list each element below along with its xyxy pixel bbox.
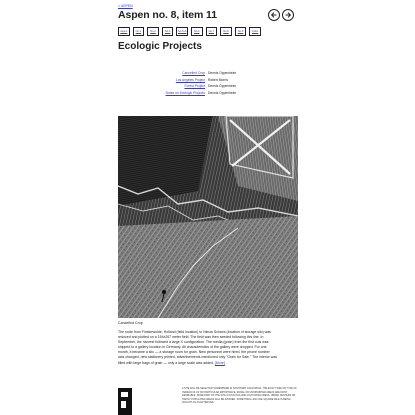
- credit-row: [140, 70, 280, 77]
- tab-no-3[interactable]: No.3: [162, 27, 174, 36]
- credit-work-link[interactable]: Cancelled Crop: [182, 71, 205, 76]
- credit-row: [140, 77, 280, 84]
- credit-artist: Dennis Oppenheim: [208, 91, 237, 96]
- credit-work-link[interactable]: Los Angeles Project: [175, 77, 205, 82]
- previous-item-button[interactable]: [268, 9, 280, 21]
- credit-artist: Robert Morris: [208, 77, 228, 82]
- credit-row: [140, 90, 280, 97]
- description-line: month, it became a silo — a storage room for grain. New personnel were hired, the phone number: [118, 350, 270, 355]
- title-row: [118, 9, 298, 25]
- next-item-button[interactable]: [282, 9, 294, 21]
- tab-no-8[interactable]: No.8: [220, 27, 232, 36]
- description-line: reduced and plotted on a 154x267 meter field. The field was then seeded following this line. In: [118, 335, 264, 340]
- document-text: A SITE WILL BE SELECTED SOMEWHERE IN SOUTHERN CALIFORNIA. THE EXACT SIZE OR TYPE OF TERRAIN IS OF NO PARTICULAR IMPORTANCE. RURAL OR UNINHABITED AREAS ARE MOST DESIRABLE. SOME PART OF THE SITE COULD INCLUDE CULTIVATED AREAS. URBAN CENTERS OR HIGHLY POPULATED AREAS WILL BE AVOIDED. SOMETHING LIKE ONE SQUARE MILE IS BEING SOUGHT AS AN EXTENSIVE: [182, 388, 297, 405]
- tab-no-2[interactable]: No.2: [147, 27, 159, 36]
- more-link[interactable]: [More]: [214, 360, 225, 365]
- project-description: [118, 330, 298, 366]
- item-navigation: [268, 9, 296, 23]
- back-link[interactable]: < ASPEN: [118, 4, 133, 8]
- credit-artist: Dennis Oppenheim: [208, 71, 237, 76]
- figure-caption: Cancelled Crop: [118, 321, 143, 325]
- credits-list: [140, 70, 280, 96]
- description-line: September, the harvest followed a large X configuration. The media (grain) from the first cuts was: [118, 340, 269, 345]
- page-title: Aspen no. 8, item 11: [118, 9, 217, 21]
- section-title: Ecologic Projects: [118, 41, 202, 52]
- document-stamp-graphic: [118, 388, 132, 415]
- cancelled-crop-photo[interactable]: [118, 116, 298, 318]
- credit-artist: Dennis Oppenheim: [208, 84, 237, 89]
- tab-no-9[interactable]: No.9: [235, 27, 247, 36]
- tab-no-1[interactable]: No.1: [133, 27, 145, 36]
- description-text: filled with large bags of grain — only a large scale was added.: [118, 360, 214, 365]
- arrow-right-icon: [284, 11, 292, 19]
- credit-row: [140, 83, 280, 90]
- document-scan: [118, 388, 298, 415]
- tab-no-7[interactable]: No.7: [206, 27, 218, 36]
- tab-aspen[interactable]: aspen: [118, 27, 130, 36]
- arrow-left-icon: [270, 11, 278, 19]
- description-line: was changed, new stationery printed, advertisements mentioned only "Grain for Sale." The interior was: [118, 355, 278, 360]
- aerial-field-image: [118, 116, 298, 318]
- description-line: shipped to a gallery location in Germany. All characteristics of the gallery were dropped. For one: [118, 345, 267, 350]
- description-line: [118, 361, 298, 366]
- credit-work-link[interactable]: Forest Project: [184, 84, 205, 89]
- tab-no-4[interactable]: No.4: [191, 27, 203, 36]
- issue-tabs: [118, 27, 261, 37]
- description-line: The route from Finsterwolde, Holland (field location) to Nieuw Schans (location of storage silo) was: [118, 330, 271, 334]
- credit-work-link[interactable]: Notes on Ecologic Projects: [165, 91, 205, 96]
- tab-no-5-6[interactable]: No.5+6: [176, 27, 188, 36]
- tab-index[interactable]: index: [249, 27, 261, 36]
